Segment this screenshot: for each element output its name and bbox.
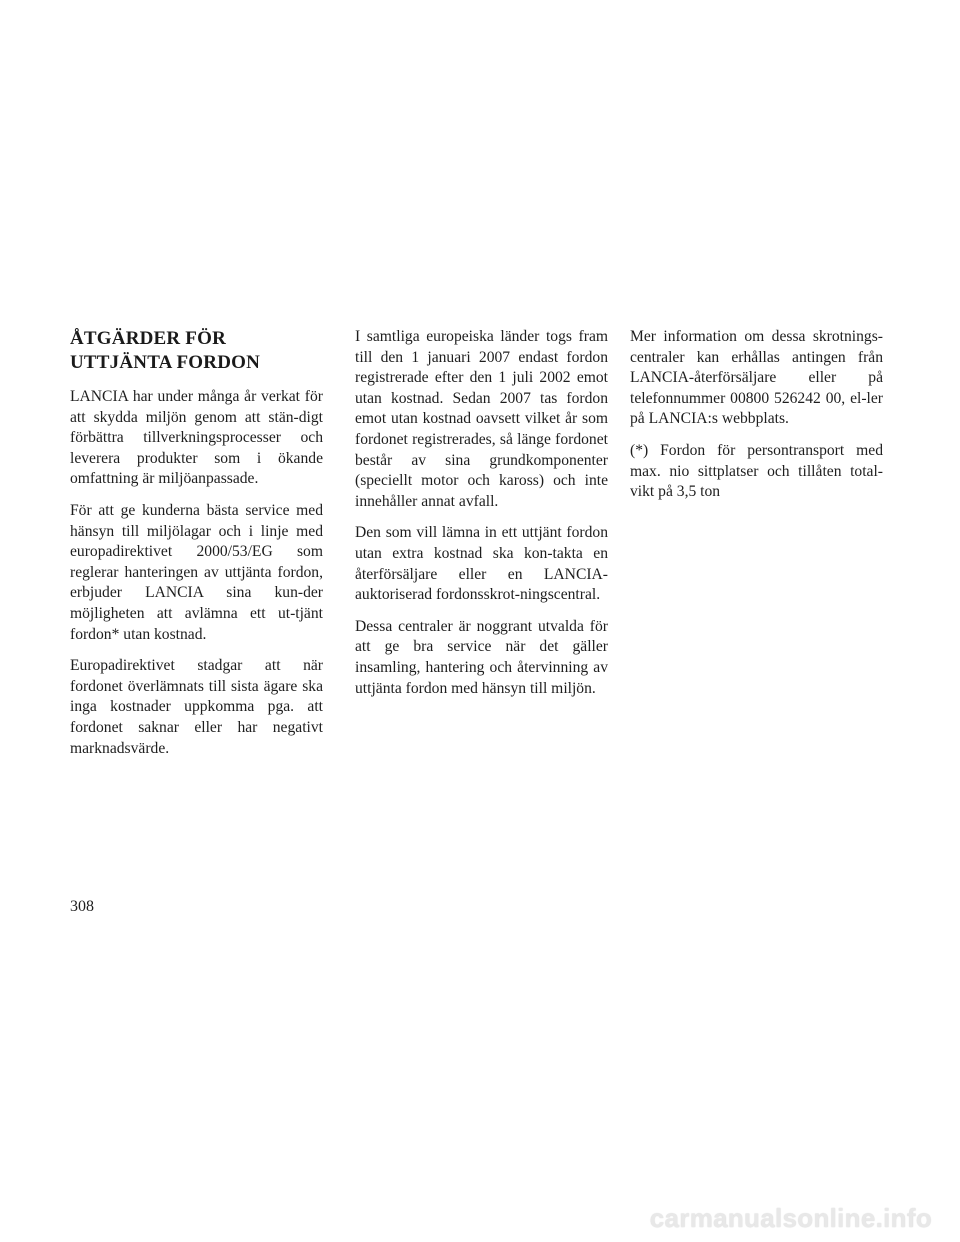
heading-line-2: UTTJÄNTA FORDON [70, 352, 261, 373]
paragraph: För att ge kunderna bästa service med hänsyn till miljölagar och i linje med europadirektivet 2000/53/EG som reglerar hanteringen av uttjänta fordon, erbjuder LANCIA sina kun-der möjligheten att avlämna ett ut-tjänt fordon* utan kostnad. [70, 501, 323, 643]
heading-line-1: ÅTGÄRDER FÖR [70, 328, 226, 349]
paragraph: Europadirektivet stadgar att när fordonet överlämnats till sista ägare ska inga kostnader uppkomma pga. att fordonet saknar eller har negativt marknadsvärde. [70, 657, 323, 757]
text-column-3 [630, 327, 883, 514]
text-column-1 [70, 327, 323, 770]
paragraph: I samtliga europeiska länder togs fram till den 1 januari 2007 endast fordon registrerade efter den 1 juli 2002 emot utan kostnad. Sedan 2007 tas fordon emot utan kostnad oavsett vilket år som fordonet registrerades, så länge fordonet består av sina grundkomponenter (speciellt motor och kaross) och inte innehåller annat avfall. [355, 328, 608, 510]
text-column-2 [355, 327, 608, 710]
watermark-logo: carmanualsonline.info [649, 1203, 932, 1233]
page-number: 308 [70, 898, 94, 915]
footnote: (*) Fordon för persontransport med max. nio sittplatser och tillåten total-vikt på 3,5 ton [630, 441, 883, 501]
paragraph: Mer information om dessa skrotnings-centraler kan erhållas antingen från LANCIA-återförsäljare eller på telefonnummer 00800 526242 00, el-ler på LANCIA:s webbplats. [630, 328, 883, 428]
paragraph: Dessa centraler är noggrant utvalda för att ge bra service när det gäller insamling, hantering och återvinning av uttjänta fordon med hänsyn till miljön. [355, 617, 608, 697]
paragraph: Den som vill lämna in ett uttjänt fordon utan extra kostnad ska kon-takta en återförsäljare eller en LANCIA-auktoriserad fordonsskrot-ningscentral. [355, 524, 608, 604]
paragraph: LANCIA har under många år verkat för att skydda miljön genom att stän-digt förbättra tillverkningsprocesser och leverera produkter som i ökande omfattning är miljöanpassade. [70, 388, 323, 488]
section-heading [70, 327, 323, 375]
